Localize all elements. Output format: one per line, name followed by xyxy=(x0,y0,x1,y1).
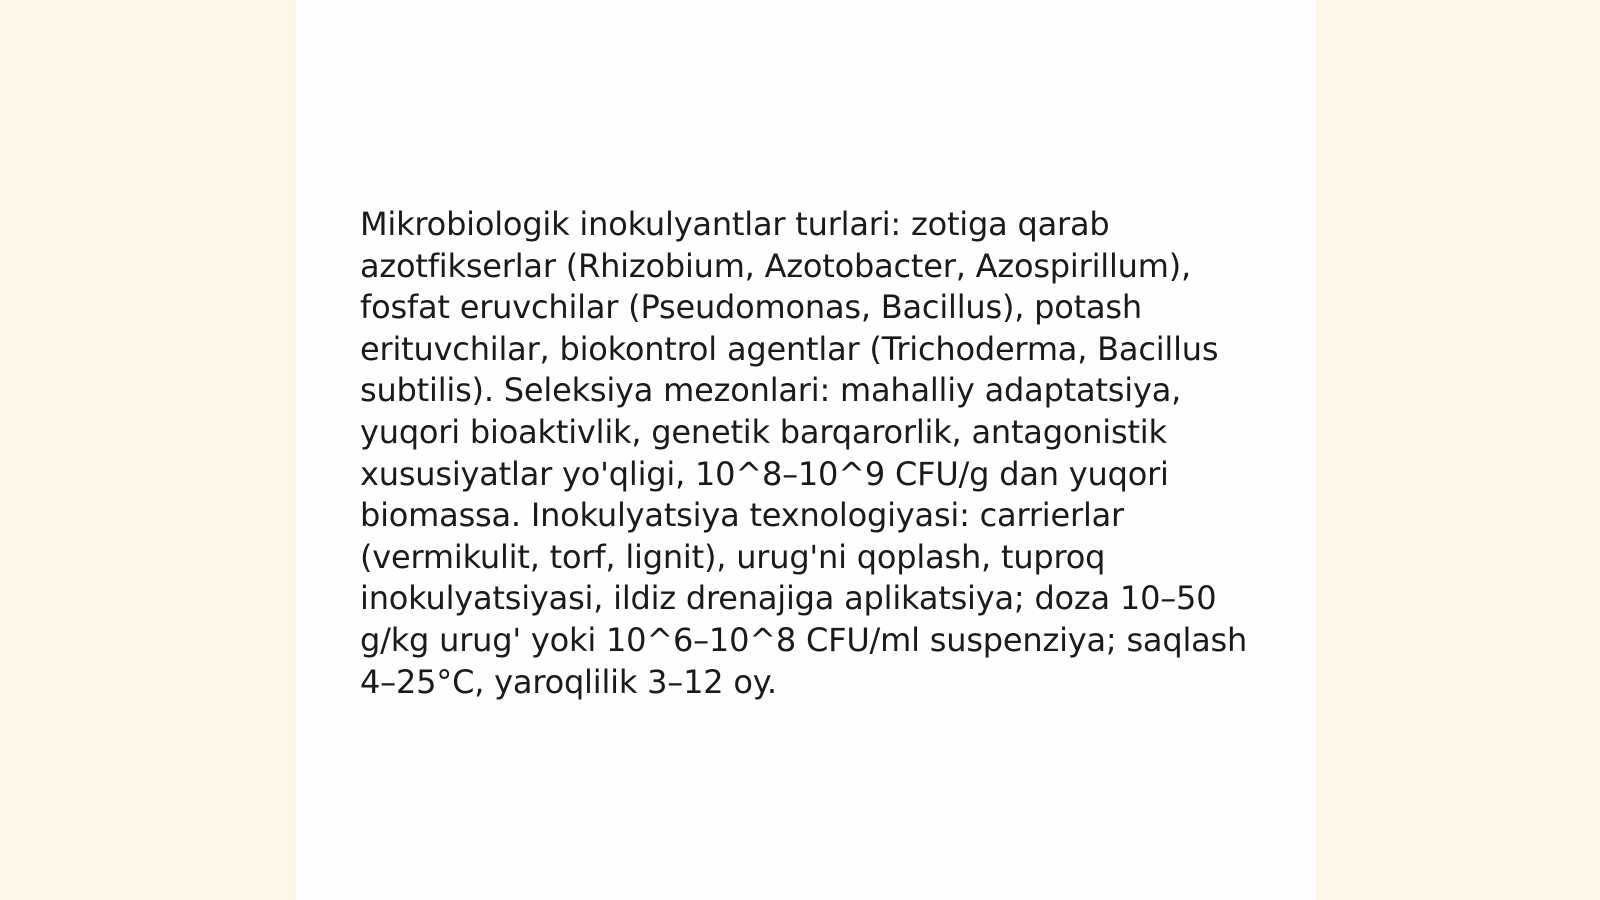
body-paragraph: Mikrobiologik inokulyantlar turlari: zotiga qarab azotfikserlar (Rhizobium, Azotobacter, Azospirillum), fosfat eruvchilar (Pseudomonas, Bacillus), potash erituvchilar, biokontrol agentlar (Trichoderma, Bacillus subtilis). Seleksiya mezonlari: mahalliy adaptatsiya, yuqori bioaktivlik, genetik barqarorlik, antagonistik xususiyatlar yo'qligi, 10^8–10^9 CFU/g dan yuqori biomassa. Inokulyatsiya texnologiyasi: carrierlar (vermikulit, torf, lignit), urug'ni qoplash, tuproq inokulyatsiyasi, ildiz drenajiga aplikatsiya; doza 10–50 g/kg urug' yoki 10^6–10^8 CFU/ml suspenziya; saqlash 4–25°C, yaroqlilik 3–12 oy. xyxy=(360,205,1248,701)
document-content xyxy=(360,204,1260,703)
document-page xyxy=(296,0,1316,900)
